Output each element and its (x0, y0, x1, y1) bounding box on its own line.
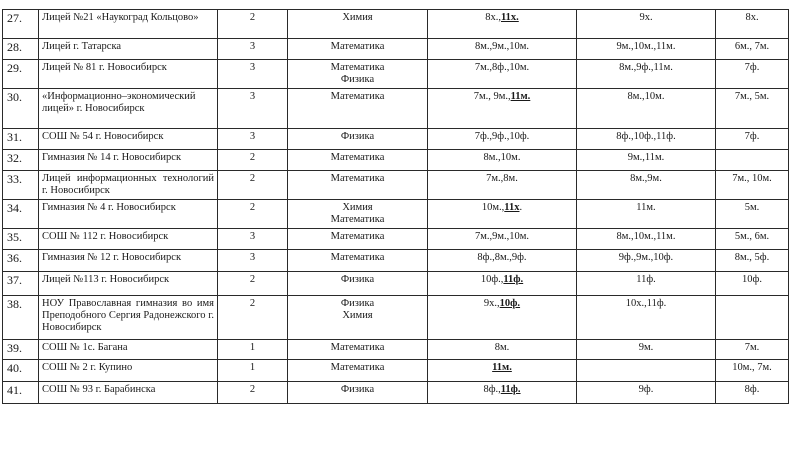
school-name: СОШ № 112 г. Новосибирск (39, 229, 218, 250)
school-name: «Информационно–экономический лицей» г. Новосибирск (39, 89, 218, 129)
row-number: 28. (3, 39, 39, 60)
school-name: НОУ Православная гимназия во имя Преподобного Сергия Радонежского г. Новосибирск (39, 296, 218, 340)
classes-b-cell: 9м.,11м. (577, 150, 716, 171)
participant-count: 3 (218, 250, 288, 272)
table-row (3, 296, 789, 340)
table-row (3, 60, 789, 89)
table-row (3, 171, 789, 200)
subjects-cell (288, 129, 428, 150)
classes-a-cell (428, 272, 577, 296)
subjects-cell (288, 60, 428, 89)
highlighted-class: 11ф. (503, 274, 524, 285)
classes-a-cell (428, 296, 577, 340)
school-name: Лицей №21 «Наукоград Кольцово» (39, 10, 218, 39)
classes-b-cell: 8м.,10м. (577, 89, 716, 129)
row-number: 31. (3, 129, 39, 150)
classes-a-cell (428, 200, 577, 229)
highlighted-class: 11х. (500, 12, 519, 23)
subject-name: Математика (330, 152, 385, 163)
subjects-cell (288, 150, 428, 171)
class-list: 7м.,8ф.,10м. (474, 62, 530, 73)
subject-name: Математика (330, 342, 385, 353)
classes-b-cell: 9ф.,9м.,10ф. (577, 250, 716, 272)
classes-c-cell: 5м. (716, 200, 789, 229)
classes-b-cell: 10х.,11ф. (577, 296, 716, 340)
class-list: . (519, 202, 523, 213)
classes-b-cell: 11ф. (577, 272, 716, 296)
class-list: 8ф.,8м.,9ф. (477, 252, 527, 263)
schools-table (2, 9, 789, 404)
table-row (3, 229, 789, 250)
row-number: 40. (3, 360, 39, 382)
school-name: Лицей №113 г. Новосибирск (39, 272, 218, 296)
subject-name: Математика (330, 62, 385, 73)
school-name: Гимназия № 14 г. Новосибирск (39, 150, 218, 171)
classes-b-cell: 8ф.,10ф.,11ф. (577, 129, 716, 150)
classes-b-cell: 8м.,10м.,11м. (577, 229, 716, 250)
participant-count: 2 (218, 200, 288, 229)
participant-count: 2 (218, 272, 288, 296)
table-row (3, 150, 789, 171)
subjects-cell (288, 200, 428, 229)
subject-name: Математика (330, 362, 385, 373)
classes-a-cell (428, 382, 577, 404)
classes-c-cell: 7ф. (716, 129, 789, 150)
classes-c-cell: 10ф. (716, 272, 789, 296)
classes-c-cell (716, 150, 789, 171)
highlighted-class: 11ф. (500, 384, 521, 395)
school-name: Лицей г. Татарска (39, 39, 218, 60)
table-row (3, 200, 789, 229)
class-list: 9х., (483, 298, 500, 309)
classes-b-cell: 8м.,9м. (577, 171, 716, 200)
subjects-cell (288, 360, 428, 382)
subjects-cell (288, 296, 428, 340)
table-row (3, 272, 789, 296)
participant-count: 1 (218, 360, 288, 382)
row-number: 34. (3, 200, 39, 229)
class-list: 7м.,9м.,10м. (474, 231, 530, 242)
classes-b-cell: 11м. (577, 200, 716, 229)
row-number: 32. (3, 150, 39, 171)
classes-a-cell (428, 150, 577, 171)
class-list: 10ф., (480, 274, 504, 285)
classes-c-cell: 8ф. (716, 382, 789, 404)
subjects-cell (288, 39, 428, 60)
classes-c-cell: 7м., 5м. (716, 89, 789, 129)
participant-count: 3 (218, 39, 288, 60)
participant-count: 2 (218, 296, 288, 340)
subject-name: Физика (340, 131, 375, 142)
subject-name: Химия (342, 12, 373, 23)
subject-name: Математика (330, 252, 385, 263)
classes-a-cell (428, 250, 577, 272)
row-number: 30. (3, 89, 39, 129)
classes-c-cell: 8м., 5ф. (716, 250, 789, 272)
row-number: 36. (3, 250, 39, 272)
classes-a-cell (428, 171, 577, 200)
school-name: СОШ № 1с. Багана (39, 340, 218, 360)
classes-a-cell (428, 39, 577, 60)
subjects-cell (288, 382, 428, 404)
subjects-cell (288, 10, 428, 39)
classes-b-cell: 9ф. (577, 382, 716, 404)
row-number: 39. (3, 340, 39, 360)
row-number: 37. (3, 272, 39, 296)
subject-name: Химия (342, 310, 373, 321)
highlighted-class: 10ф. (499, 298, 521, 309)
subjects-cell (288, 340, 428, 360)
subject-name: Химия (342, 202, 373, 213)
class-list: 7м., 9м., (473, 91, 511, 102)
classes-b-cell: 9м.,10м.,11м. (577, 39, 716, 60)
table-row (3, 340, 789, 360)
participant-count: 2 (218, 10, 288, 39)
school-name: СОШ № 2 г. Купино (39, 360, 218, 382)
table-row (3, 10, 789, 39)
classes-c-cell: 7ф. (716, 60, 789, 89)
class-list: 7м.,8м. (486, 173, 518, 184)
table-row (3, 129, 789, 150)
row-number: 38. (3, 296, 39, 340)
school-name: Лицей информационных технологий г. Новосибирск (39, 171, 218, 200)
class-list: 8ф., (483, 384, 501, 395)
classes-a-cell (428, 129, 577, 150)
table-row (3, 89, 789, 129)
classes-a-cell (428, 229, 577, 250)
subject-name: Физика (340, 298, 375, 309)
row-number: 27. (3, 10, 39, 39)
classes-b-cell: 8м.,9ф.,11м. (577, 60, 716, 89)
row-number: 35. (3, 229, 39, 250)
participant-count: 3 (218, 60, 288, 89)
table-row (3, 382, 789, 404)
subjects-cell (288, 229, 428, 250)
participant-count: 3 (218, 229, 288, 250)
highlighted-class: 11м. (492, 362, 512, 373)
class-list: 7ф.,9ф.,10ф. (474, 131, 530, 142)
classes-c-cell: 6м., 7м. (716, 39, 789, 60)
participant-count: 3 (218, 89, 288, 129)
class-list: 8м.,10м. (483, 152, 521, 163)
row-number: 33. (3, 171, 39, 200)
subject-name: Физика (340, 384, 375, 395)
subjects-cell (288, 89, 428, 129)
participant-count: 1 (218, 340, 288, 360)
classes-c-cell: 7м. (716, 340, 789, 360)
classes-b-cell: 9м. (577, 340, 716, 360)
classes-a-cell (428, 10, 577, 39)
classes-a-cell (428, 89, 577, 129)
classes-c-cell (716, 296, 789, 340)
subjects-cell (288, 250, 428, 272)
highlighted-class: 11х (504, 202, 520, 213)
subject-name: Математика (330, 41, 385, 52)
school-name: СОШ № 93 г. Барабинска (39, 382, 218, 404)
class-list: 8м.,9м.,10м. (474, 41, 530, 52)
classes-c-cell: 8х. (716, 10, 789, 39)
subject-name: Физика (340, 74, 375, 85)
subjects-cell (288, 171, 428, 200)
subject-name: Математика (330, 173, 385, 184)
classes-c-cell: 5м., 6м. (716, 229, 789, 250)
row-number: 29. (3, 60, 39, 89)
school-name: Гимназия № 12 г. Новосибирск (39, 250, 218, 272)
school-name: СОШ № 54 г. Новосибирск (39, 129, 218, 150)
classes-c-cell: 10м., 7м. (716, 360, 789, 382)
subjects-cell (288, 272, 428, 296)
class-list: 8х., (485, 12, 501, 23)
classes-a-cell (428, 360, 577, 382)
subject-name: Математика (330, 231, 385, 242)
classes-b-cell (577, 360, 716, 382)
school-name: Гимназия № 4 г. Новосибирск (39, 200, 218, 229)
table-row (3, 360, 789, 382)
participant-count: 2 (218, 171, 288, 200)
class-list: 8м. (494, 342, 510, 353)
participant-count: 2 (218, 382, 288, 404)
table-row (3, 39, 789, 60)
class-list: 10м., (481, 202, 505, 213)
school-name: Лицей № 81 г. Новосибирск (39, 60, 218, 89)
table-row (3, 250, 789, 272)
subject-name: Математика (330, 91, 385, 102)
subject-name: Физика (340, 274, 375, 285)
participant-count: 2 (218, 150, 288, 171)
classes-a-cell (428, 340, 577, 360)
highlighted-class: 11м. (510, 91, 531, 102)
row-number: 41. (3, 382, 39, 404)
classes-b-cell: 9х. (577, 10, 716, 39)
classes-c-cell: 7м., 10м. (716, 171, 789, 200)
classes-a-cell (428, 60, 577, 89)
subject-name: Математика (330, 214, 385, 225)
participant-count: 3 (218, 129, 288, 150)
